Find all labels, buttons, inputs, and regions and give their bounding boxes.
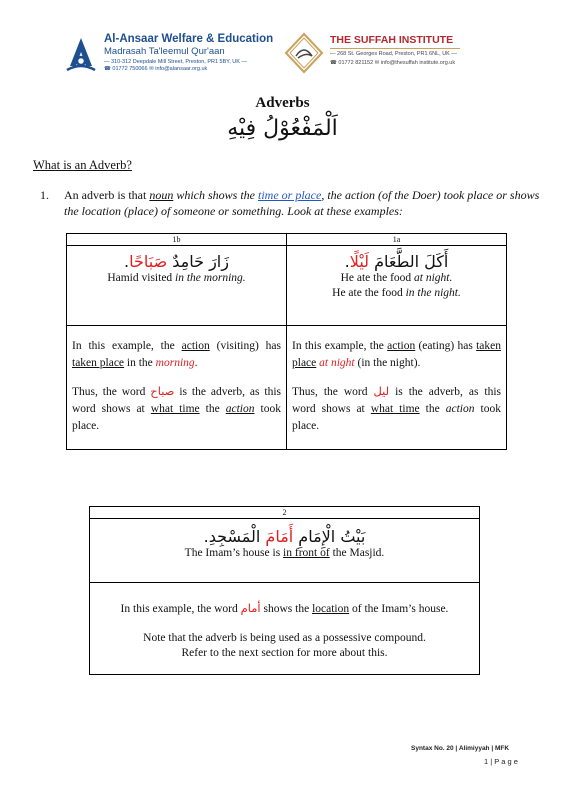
e1b-p1-action: action (181, 340, 210, 352)
examples-table-1 (66, 233, 507, 450)
english-2-a: The Imam’s house is (184, 547, 284, 559)
arabic-2-a: بَيْتُ الْإِمَامِ (293, 527, 366, 546)
right-org-address: — 268 St. Georges Road, Preston, PR1 6NL, UK — (330, 51, 457, 57)
intro-text-c: , the action (of the Doer) took place or shows the location (place) of someone or something. Look at these examples: (64, 188, 540, 218)
e1a-p1-b: (eating) has (415, 340, 477, 352)
explanation-1b-para1 (72, 338, 281, 371)
e1a-p2-red: ليل (373, 384, 390, 399)
e1b-p2-b: is the adverb, as this word shows at (72, 386, 282, 416)
explanation-1b-para2 (72, 383, 281, 434)
explanation-1a-para2 (292, 383, 501, 434)
intro-point (40, 188, 540, 219)
intro-time-or-place: time or place (257, 188, 322, 202)
english-2-b: the Masjid. (329, 547, 385, 559)
left-org-address: — 310-312 Deepdale Mill Street, Preston, PR1 5BY, UK — (104, 59, 247, 65)
e1a-p2-what: what time (370, 403, 420, 416)
left-org-name: Al-Ansaar Welfare & Education (104, 33, 274, 45)
arabic-1a-end: . (344, 252, 350, 271)
intro-noun: noun (149, 188, 174, 202)
arabic-1b-adverb: صَبَاحًا (129, 252, 168, 271)
english-1a1-italic: at night. (414, 272, 453, 284)
arabic-1a-adverb: لَيْلًا (349, 252, 370, 271)
e1b-p2-c: the (199, 403, 226, 416)
e1b-p1-c: in the (124, 356, 156, 369)
footer-series: Syntax No. 20 | Alimiyyah | MFK (411, 745, 510, 752)
right-organisation (330, 34, 457, 66)
e1b-p2-a: Thus, the word (72, 386, 151, 399)
arabic-1a-plain: أَكَلَ الطَّعَامَ (369, 252, 449, 271)
english-2-underline: in front of (283, 547, 330, 559)
table2-header: 2 (90, 507, 480, 519)
english-example-2 (95, 546, 474, 561)
arabic-example-1a (292, 252, 501, 271)
e1a-p1-red: at night (319, 356, 355, 369)
e1a-p2-b: is the adverb, as this word shows at (292, 386, 501, 416)
e1a-p1-a: In this example, the (292, 340, 388, 352)
english-example-1a-line1 (292, 271, 501, 286)
arabic-title: اَلْمَفْعُوْلُ فِيْهِ (227, 116, 338, 141)
e1b-p2-action: action (225, 403, 255, 416)
suffah-institute-logo-icon (284, 32, 324, 74)
e1b-p2-what: what time (150, 403, 200, 416)
e1a-p2-d: took place. (292, 403, 501, 432)
e2-p1-location: location (312, 603, 350, 615)
list-number: 1. (40, 188, 49, 202)
e1b-p1-taken: taken place (72, 356, 125, 369)
left-org-contact: ☎ 01772 750066 ✉ info@alansaar.org.uk (104, 66, 208, 72)
page-number: 1 | P a g e (484, 757, 518, 766)
explanation-2-para1 (95, 601, 474, 617)
e2-p1-b: shows the (260, 603, 313, 615)
table1-header-right: 1a (287, 234, 507, 246)
e1b-p2-d: took place. (72, 403, 281, 432)
intro-text-b: which shows the (173, 188, 258, 202)
english-1a1-plain: He ate the food (340, 272, 415, 284)
e1b-p1-red: morning (155, 356, 195, 369)
e1a-p2-action: action (445, 403, 475, 416)
left-org-madrasah: Madrasah Ta'leemul Qur'aan (104, 46, 225, 57)
e1a-p2-a: Thus, the word (292, 386, 374, 399)
table1-header-left: 1b (67, 234, 287, 246)
arabic-example-2 (95, 527, 474, 546)
english-1a2-italic: in the night. (405, 286, 461, 299)
page-title: Adverbs (255, 95, 310, 111)
arabic-1b-plain: زَارَ حَامِدٌ (167, 252, 229, 271)
arabic-2-b: الْمَسْجِدِ. (203, 527, 266, 546)
e1a-p2-c: the (419, 403, 446, 416)
intro-text-a: An adverb is that (64, 188, 150, 202)
right-org-name: THE SUFFAH INSTITUTE (330, 34, 454, 46)
e1b-p2-red: صباح (150, 384, 175, 399)
explanation-2-note1: Note that the adverb is being used as a possessive compound. (143, 631, 426, 644)
examples-table-2 (89, 506, 480, 675)
table1-example-left (67, 246, 287, 326)
table2-explanation (90, 583, 480, 675)
english-1a2-plain: He ate the food (332, 286, 406, 299)
arabic-2-adverb: أَمَامَ (265, 527, 294, 546)
e1b-p1-b: (visiting) has (209, 340, 281, 352)
section-heading: What is an Adverb? (33, 158, 132, 172)
e1b-p1-a: In this example, the (72, 340, 182, 352)
english-1b-italic: in the morning. (175, 272, 246, 284)
e2-p1-red: أمام (240, 601, 261, 615)
e1a-p1-d: (in the night). (354, 356, 421, 369)
arabic-1b-end: . (124, 252, 130, 271)
arabic-example-1b (72, 252, 281, 271)
table1-explanation-right (287, 326, 507, 450)
english-example-1a-line2 (292, 286, 501, 301)
intro-text (64, 188, 540, 219)
explanation-1a-para1 (292, 338, 501, 371)
table1-example-right (287, 246, 507, 326)
left-organisation (104, 33, 273, 72)
table1-explanation-left (67, 326, 287, 450)
explanation-2-note2: Refer to the next section for more about this. (181, 646, 388, 659)
e2-p1-c: of the Imam’s house. (349, 603, 449, 615)
english-example-1b (72, 271, 281, 286)
header-divider (330, 48, 460, 49)
table2-example (90, 519, 480, 583)
e1a-p1-action: action (387, 340, 416, 352)
e1b-p1-d: . (194, 356, 198, 369)
right-org-contact: ☎ 01772 821152 ✉ info@thesuffah institute.org.uk (330, 60, 456, 66)
e1a-p1-taken: taken place (292, 340, 501, 369)
e2-p1-a: In this example, the word (120, 603, 241, 615)
english-1b-plain: Hamid visited (107, 272, 176, 284)
al-ansaar-logo-icon (64, 36, 98, 72)
